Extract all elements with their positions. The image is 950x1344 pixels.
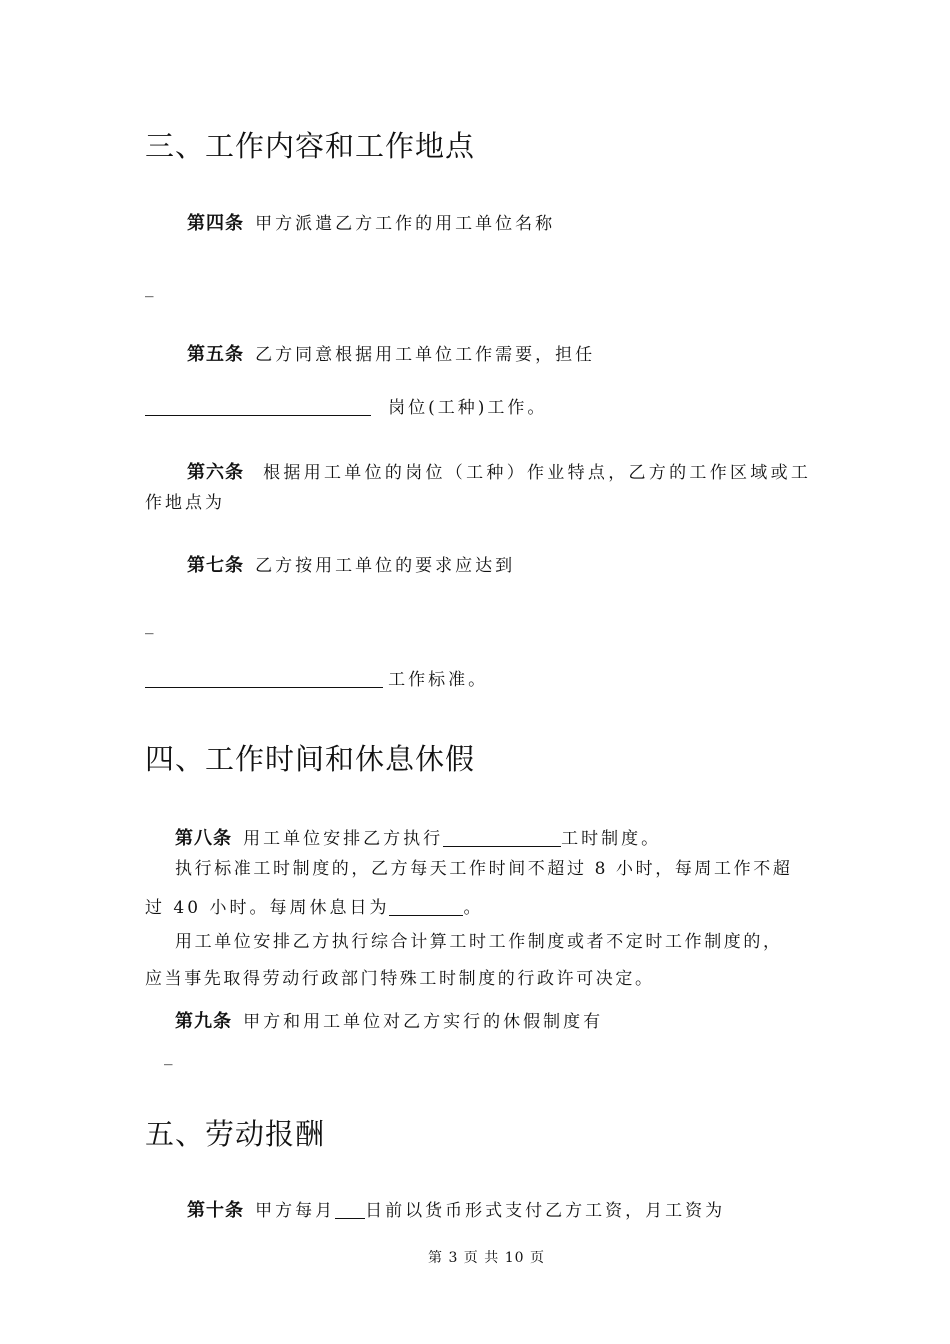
standard-blank[interactable] [145,670,383,688]
article-5-line2 [145,398,547,417]
article-5-text: 乙方同意根据用工单位工作需要，担任 [255,345,596,365]
payday-blank[interactable] [335,1201,365,1219]
article-8-label: 第八条 [175,828,232,849]
article-4-dash: _ [145,278,154,298]
article-9-label: 第九条 [175,1011,232,1032]
article-6-text: 根据用工单位的岗位（工种）作业特点，乙方的工作区域或工 [263,463,812,483]
article-7-label: 第七条 [187,555,244,576]
article-8-para1-tail: 。 [463,898,484,918]
article-9-text: 甲方和用工单位对乙方实行的休假制度有 [243,1012,604,1032]
page-number: 第 3 页 共 10 页 [428,1250,545,1266]
article-8-para2-line2: 应当事先取得劳动行政部门特殊工时制度的行政许可决定。 [145,969,655,989]
article-4-text: 甲方派遣乙方工作的用工单位名称 [255,214,556,234]
article-7 [187,551,515,577]
article-8-tail: 工时制度。 [561,829,662,849]
article-8 [175,824,661,850]
article-5 [187,340,595,366]
article-5-label: 第五条 [187,344,244,365]
article-7-tail: 工作标准。 [388,670,489,690]
work-hours-blank[interactable] [443,829,561,847]
article-8-para1-line2 [145,898,483,917]
article-8-para1-line1: 执行标准工时制度的，乙方每天工作时间不超过 8 小时，每周工作不超 [175,859,793,879]
article-10-tail: 日前以货币形式支付乙方工资，月工资为 [365,1201,726,1221]
article-10-label: 第十条 [187,1200,244,1221]
article-9 [175,1007,603,1033]
article-7-line3 [145,670,488,689]
rest-day-blank[interactable] [389,898,463,916]
article-5-tail: 岗位(工种)工作。 [388,398,548,418]
article-8-text: 用工单位安排乙方执行 [243,829,444,849]
article-6-text-line2: 作地点为 [145,493,225,513]
section-heading-5: 五、劳动报酬 [145,1117,326,1151]
article-8-para2-line1: 用工单位安排乙方执行综合计算工时工作制度或者不定时工作制度的， [175,932,783,952]
section-heading-4: 四、工作时间和休息休假 [145,742,476,776]
article-6-label: 第六条 [187,462,244,483]
article-6 [187,458,811,484]
position-blank[interactable] [145,398,371,416]
article-9-dash: _ [164,1046,173,1066]
section-heading-3: 三、工作内容和工作地点 [145,129,476,163]
article-4 [187,209,555,235]
article-7-dash: _ [145,615,154,635]
article-10 [187,1196,725,1222]
article-8-para1-text: 过 40 小时。每周休息日为 [145,898,390,918]
article-4-label: 第四条 [187,213,244,234]
article-10-text: 甲方每月 [255,1201,336,1221]
article-7-text: 乙方按用工单位的要求应达到 [255,556,516,576]
